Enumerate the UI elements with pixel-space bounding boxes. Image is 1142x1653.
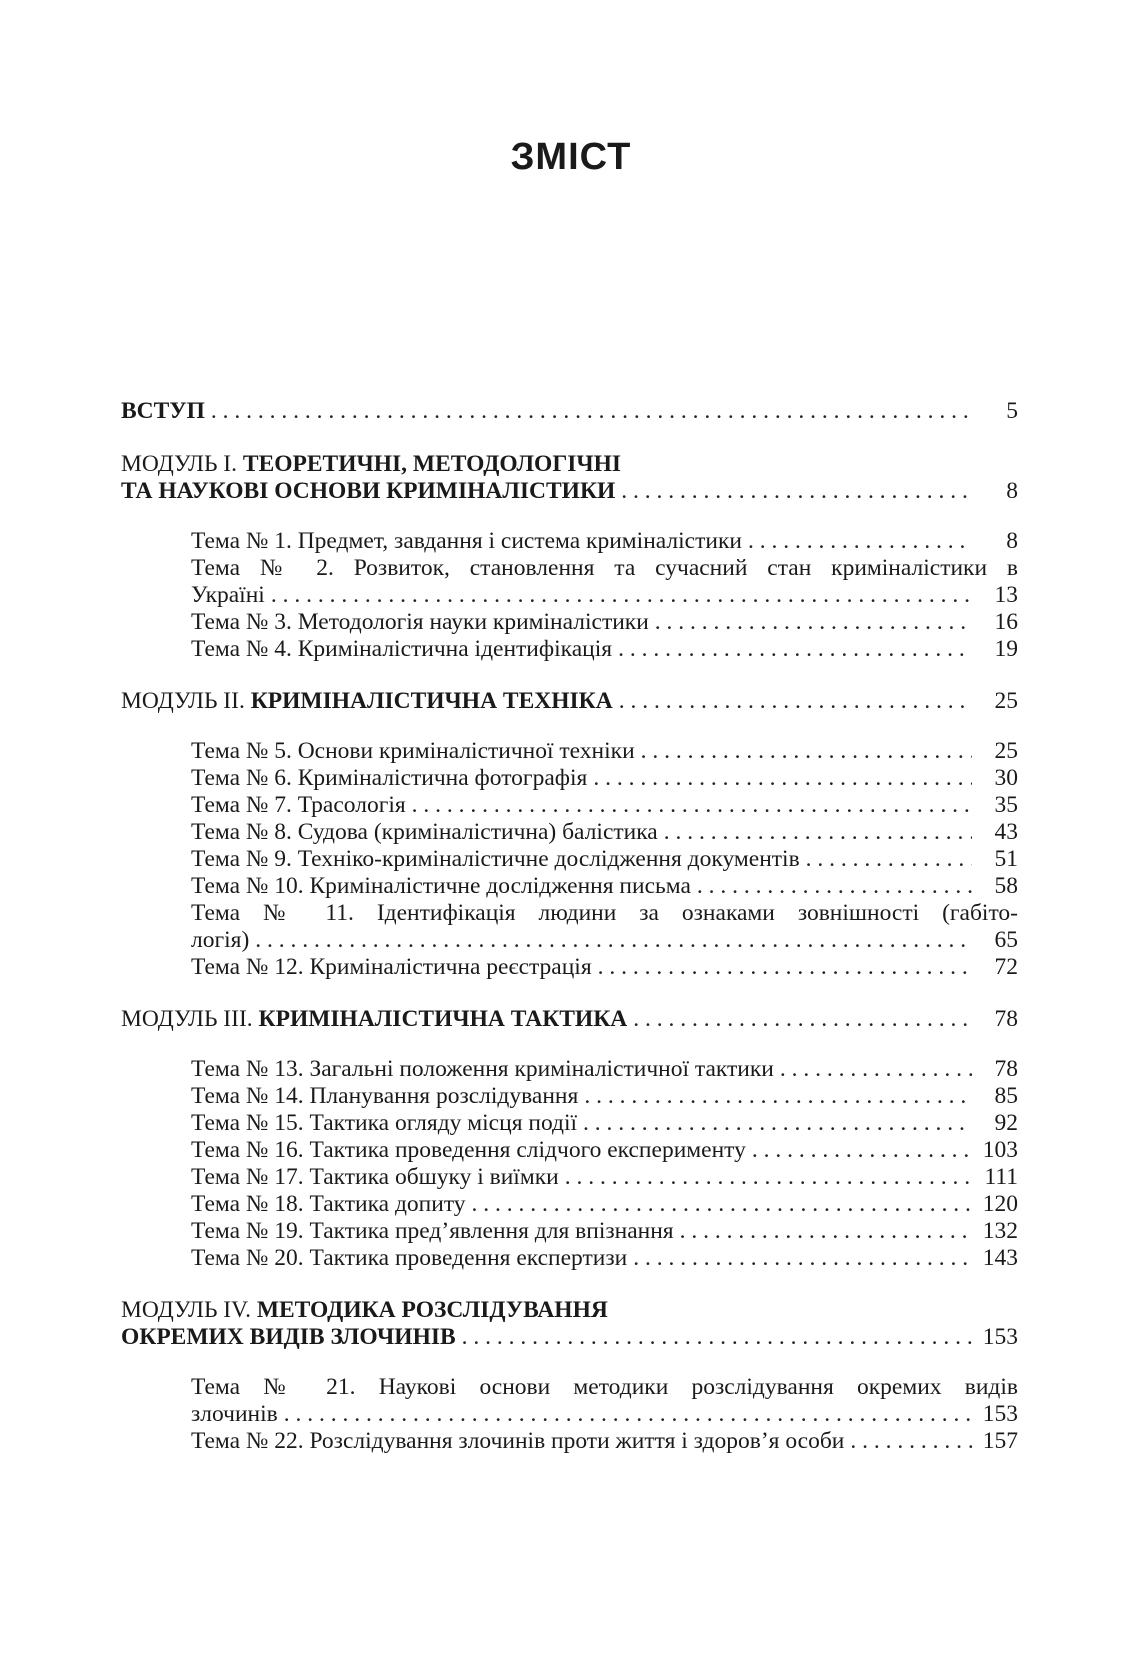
module-entry: [121, 1324, 1018, 1351]
dot-leader: [748, 528, 972, 555]
dot-leader: [780, 1056, 972, 1083]
toc-topic: [121, 1137, 1018, 1164]
topic-title-line: Тема № 21. Наукові основи методики розслідування окремих видів: [191, 1374, 1018, 1400]
dot-leader: [621, 478, 972, 505]
module-prefix: МОДУЛЬ IV.: [121, 1297, 257, 1323]
topic-entry: [191, 609, 1018, 636]
topic-title: Тема № 7. Трасологія: [191, 792, 406, 818]
dot-leader: [697, 873, 972, 900]
dot-leader: [284, 1401, 972, 1428]
topic-list: [121, 738, 1018, 981]
topic-title: Тема № 5. Основи криміналістичної техніки: [191, 738, 635, 764]
page-number: 132: [982, 1218, 1018, 1244]
topic-list: [121, 1056, 1018, 1272]
dot-leader: [565, 1164, 972, 1191]
module-title: КРИМІНАЛІСТИЧНА ТЕХНІКА: [250, 688, 613, 714]
toc-topic: [121, 954, 1018, 981]
dot-leader: [584, 1083, 972, 1110]
topic-entry: [191, 1191, 1018, 1218]
intro-label: ВСТУП: [121, 398, 205, 424]
modules-list: [121, 451, 1018, 1455]
table-of-contents: [121, 398, 1018, 1480]
page-number: 72: [994, 954, 1018, 980]
module-entry: [121, 478, 1018, 505]
dot-leader: [633, 1245, 972, 1272]
topic-title: Тема № 6. Криміналістична фотографія: [191, 765, 588, 791]
topic-title: Тема № 10. Криміналістичне дослідження письма: [191, 873, 691, 899]
dot-leader: [641, 738, 972, 765]
dot-leader: [633, 1006, 972, 1033]
topic-title-line: Тема № 11. Ідентифікація людини за ознаками зовнішності (габіто-: [191, 900, 1018, 926]
page-number: 92: [994, 1110, 1018, 1136]
topic-entry: [191, 528, 1018, 555]
dot-leader: [211, 398, 972, 425]
dot-leader: [850, 1428, 972, 1455]
dot-leader: [593, 765, 972, 792]
topic-entry: [191, 846, 1018, 873]
topic-entry: [191, 1110, 1018, 1137]
page-number: 5: [1006, 398, 1018, 424]
topic-title: Тема № 4. Криміналістична ідентифікація: [191, 636, 613, 662]
dot-leader: [598, 954, 972, 981]
toc-topic: [121, 528, 1018, 555]
page-number: 143: [982, 1245, 1018, 1271]
module-prefix: МОДУЛЬ ІІ.: [121, 688, 251, 714]
page-number: 157: [982, 1428, 1018, 1454]
topic-entry: [191, 954, 1018, 981]
dot-leader: [462, 1324, 972, 1351]
topic-title: Тема № 16. Тактика проведення слідчого експерименту: [191, 1137, 746, 1163]
topic-title: Тема № 22. Розслідування злочинів проти життя і здоров’я особи: [191, 1428, 845, 1454]
toc-topic: [121, 1056, 1018, 1083]
topic-entry: [191, 1056, 1018, 1083]
page-number: 111: [984, 1164, 1018, 1190]
toc-module: [121, 451, 1018, 505]
dot-leader: [655, 609, 972, 636]
topic-entry: [191, 636, 1018, 663]
topic-entry: [191, 1245, 1018, 1272]
topic-entry: [191, 1401, 1018, 1428]
module-title: ОКРЕМИХ ВИДІВ ЗЛОЧИНІВ: [121, 1324, 456, 1350]
toc-topic: [121, 792, 1018, 819]
dot-leader: [412, 792, 972, 819]
toc-topic: [121, 1191, 1018, 1218]
topic-entry: [191, 582, 1018, 609]
toc-topic: [121, 1110, 1018, 1137]
topic-title: Тема № 15. Тактика огляду місця події: [191, 1110, 578, 1136]
module-heading-line: [121, 451, 1018, 478]
topic-list: [121, 528, 1018, 663]
page-number: 85: [994, 1083, 1018, 1109]
dot-leader: [806, 846, 972, 873]
toc-topic: [121, 846, 1018, 873]
toc-topic: [121, 609, 1018, 636]
module-title: МЕТОДИКА РОЗСЛІДУВАННЯ: [256, 1297, 608, 1323]
toc-topic: [121, 873, 1018, 900]
topic-entry: [191, 1218, 1018, 1245]
toc-module: [121, 688, 1018, 715]
page-number: 51: [994, 846, 1018, 872]
toc-module: [121, 1297, 1018, 1351]
dot-leader: [752, 1137, 972, 1164]
topic-title: Тема № 19. Тактика пред’явлення для впізнання: [191, 1218, 674, 1244]
module-entry: [121, 1006, 1018, 1033]
page-number: 153: [982, 1401, 1018, 1427]
topic-entry: [191, 1083, 1018, 1110]
topic-title: Тема № 17. Тактика обшуку і виїмки: [191, 1164, 559, 1190]
page-title: ЗМІСТ: [510, 136, 632, 178]
topic-entry: [191, 1164, 1018, 1191]
dot-leader: [619, 688, 972, 715]
page-number: 8: [1006, 528, 1018, 554]
topic-title: Тема № 3. Методологія науки криміналістики: [191, 609, 649, 635]
module-title: ТЕОРЕТИЧНІ, МЕТОДОЛОГІЧНІ: [242, 451, 622, 477]
module-entry: [121, 688, 1018, 715]
dot-leader: [472, 1191, 972, 1218]
toc-topic: [121, 900, 1018, 954]
topic-title: Тема № 20. Тактика проведення експертизи: [191, 1245, 628, 1271]
topic-entry: [191, 765, 1018, 792]
toc-topic: [121, 1083, 1018, 1110]
topic-entry: [191, 738, 1018, 765]
topic-title-line: Тема № 2. Розвиток, становлення та сучасний стан криміналістики в: [191, 555, 1018, 581]
dot-leader: [271, 582, 972, 609]
topic-title: Тема № 12. Криміналістична реєстрація: [191, 954, 592, 980]
dot-leader: [583, 1110, 972, 1137]
toc-topic: [121, 1245, 1018, 1272]
module-prefix: МОДУЛЬ І.: [121, 451, 243, 477]
page-number: 120: [982, 1191, 1018, 1217]
topic-title: Тема № 14. Планування розслідування: [191, 1083, 579, 1109]
topic-title: Тема № 18. Тактика допиту: [191, 1191, 466, 1217]
topic-title: злочинів: [191, 1401, 278, 1427]
topic-list: [121, 1374, 1018, 1455]
toc-topic: [121, 738, 1018, 765]
page-number: 78: [994, 1056, 1018, 1082]
topic-entry: [191, 1137, 1018, 1164]
dot-leader: [618, 636, 972, 663]
toc-topic: [121, 819, 1018, 846]
page-number: 78: [994, 1006, 1018, 1032]
page-number: 25: [994, 688, 1018, 714]
topic-title: Тема № 13. Загальні положення криміналістичної тактики: [191, 1056, 774, 1082]
module-title: ТА НАУКОВІ ОСНОВИ КРИМІНАЛІСТИКИ: [121, 478, 616, 504]
toc-module: [121, 1006, 1018, 1033]
topic-entry: [191, 927, 1018, 954]
page-number: 30: [994, 765, 1018, 791]
topic-entry: [191, 819, 1018, 846]
dot-leader: [680, 1218, 972, 1245]
page-number: 43: [994, 819, 1018, 845]
topic-title: Тема № 8. Судова (криміналістична) балістика: [191, 819, 658, 845]
topic-title: Тема № 1. Предмет, завдання і система криміналістики: [191, 528, 742, 554]
page-number: 103: [982, 1137, 1018, 1163]
topic-entry: [191, 792, 1018, 819]
page-number: 153: [982, 1324, 1018, 1350]
topic-entry: [191, 873, 1018, 900]
topic-title: Україні: [191, 582, 265, 608]
module-heading-line: [121, 1297, 1018, 1324]
page-number: 19: [994, 636, 1018, 662]
page-number: 58: [994, 873, 1018, 899]
toc-topic: [121, 1428, 1018, 1455]
page-number: 8: [1006, 478, 1018, 504]
page-number: 35: [994, 792, 1018, 818]
topic-title: Тема № 9. Техніко-криміналістичне дослідження документів: [191, 846, 800, 872]
page-number: 13: [994, 582, 1018, 608]
toc-topic: [121, 1374, 1018, 1428]
toc-topic: [121, 1164, 1018, 1191]
module-title: КРИМІНАЛІСТИЧНА ТАКТИКА: [258, 1006, 628, 1032]
page-number: 65: [994, 927, 1018, 953]
topic-title: логія): [191, 927, 250, 953]
toc-topic: [121, 765, 1018, 792]
dot-leader: [255, 927, 972, 954]
toc-topic: [121, 636, 1018, 663]
toc-entry-intro: [121, 398, 1018, 425]
page-number: 16: [994, 609, 1018, 635]
module-prefix: МОДУЛЬ ІІІ.: [121, 1006, 259, 1032]
toc-topic: [121, 555, 1018, 609]
dot-leader: [664, 819, 972, 846]
toc-topic: [121, 1218, 1018, 1245]
page-number: 25: [994, 738, 1018, 764]
topic-entry: [191, 1428, 1018, 1455]
